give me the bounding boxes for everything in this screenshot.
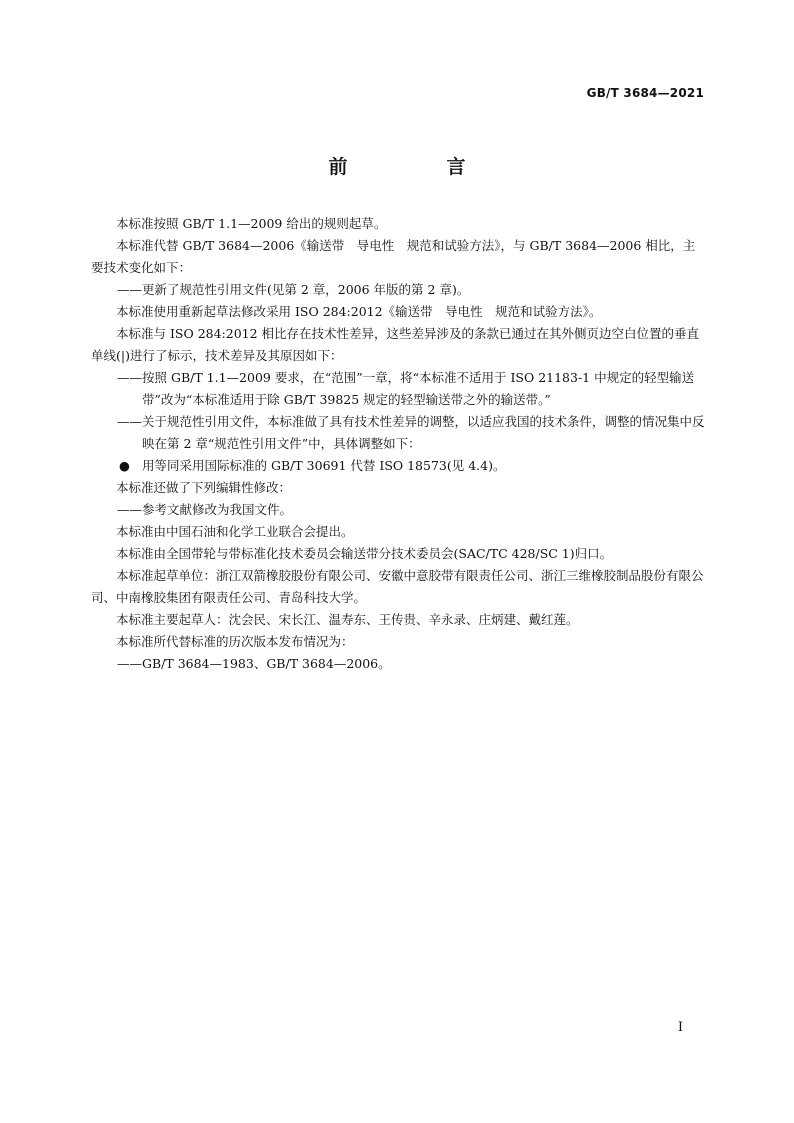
bullet-icon: ● — [119, 458, 130, 473]
paragraph-drafting-organizations: 本标准起草单位：浙江双箭橡胶股份有限公司、安徽中意胶带有限责任公司、浙江三维橡胶制品股份有限公司、中南橡胶集团有限责任公司、青岛科技大学。 — [91, 568, 704, 605]
standard-code-header: GB/T 3684—2021 — [586, 86, 704, 100]
paragraph-editorial-changes: 本标准还做了下列编辑性修改： — [116, 480, 292, 495]
page-number: I — [677, 1020, 683, 1035]
paragraph-replaces: 本标准代替 GB/T 3684—2006《输送带 导电性 规范和试验方法》，与 GB/T 3684—2006 相比，主要技术变化如下： — [91, 238, 696, 275]
paragraph-proposed-by: 本标准由中国石油和化学工业联合会提出。 — [116, 524, 354, 539]
paragraph-drafting-rules: 本标准按照 GB/T 1.1—2009 给出的规则起草。 — [116, 216, 387, 231]
paragraph-technical-differences: 本标准与 ISO 284:2012 相比存在技术性差异，这些差异涉及的条款已通过在其外侧页边空白位置的垂直单线(|)进行了标示，技术差异及其原因如下： — [91, 326, 700, 363]
difference-item-references: ——关于规范性引用文件，本标准做了具有技术性差异的调整，以适应我国的技术条件，调整的情况集中反映在第 2 章“规范性引用文件”中，具体调整如下： — [117, 414, 705, 451]
paragraph-adoption: 本标准使用重新起草法修改采用 ISO 284:2012《输送带 导电性 规范和试验方法》。 — [116, 304, 602, 319]
difference-item-scope: ——按照 GB/T 1.1—2009 要求，在“范围”一章，将“本标准不适用于 ISO 21183-1 中规定的轻型输送带”改为“本标准适用于除 GB/T 39825 规定的轻型输送带之外的输送带。” — [117, 370, 695, 407]
editorial-item-bibliography: ——参考文献修改为我国文件。 — [117, 502, 293, 517]
paragraph-previous-editions: 本标准所代替标准的历次版本发布情况为： — [116, 634, 354, 649]
paragraph-main-drafters: 本标准主要起草人：沈会民、宋长江、温寿东、王传贵、辛永录、庄炳建、戴红莲。 — [116, 612, 579, 627]
previous-editions-item: ——GB/T 3684—1983、GB/T 3684—2006。 — [117, 656, 391, 671]
bullet-item-text: 用等同采用国际标准的 GB/T 30691 代替 ISO 18573(见 4.4)。 — [142, 458, 506, 473]
paragraph-under-jurisdiction: 本标准由全国带轮与带标准化技术委员会输送带分技术委员会(SAC/TC 428/SC 1)归口。 — [116, 546, 613, 561]
foreword-body — [91, 213, 705, 675]
page-title: 前 言 — [328, 156, 506, 178]
bullet-list-item — [91, 455, 705, 477]
change-item-references: ——更新了规范性引用文件(见第 2 章，2006 年版的第 2 章)。 — [117, 282, 470, 297]
